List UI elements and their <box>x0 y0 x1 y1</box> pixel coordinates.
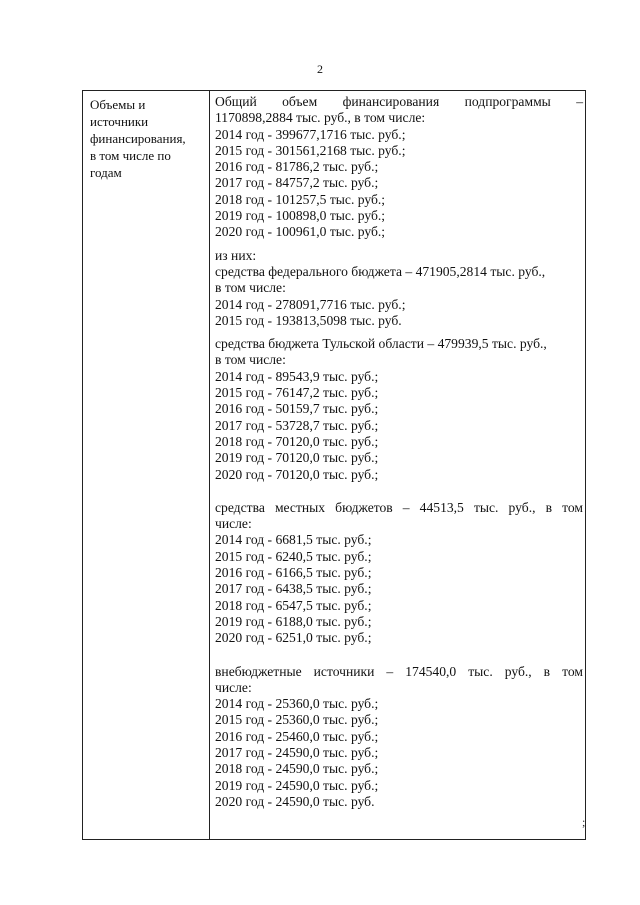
local-block <box>215 500 583 647</box>
right-cell <box>215 94 583 810</box>
left-cell-line: в том числе по <box>90 148 171 163</box>
year-line: 2016 год - 6166,5 тыс. руб.; <box>215 565 372 581</box>
regional-continuation: в том числе: <box>215 352 286 368</box>
federal-continuation: в том числе: <box>215 280 286 296</box>
total-continuation: 1170898,2884 тыс. руб., в том числе: <box>215 110 426 126</box>
regional-heading: средства бюджета Тульской области – 479939,5 тыс. руб., <box>215 336 547 352</box>
left-cell-line: Объемы и <box>90 97 146 112</box>
year-line: 2020 год - 24590,0 тыс. руб. <box>215 793 375 809</box>
federal-block <box>215 248 583 329</box>
year-line: 2020 год - 70120,0 тыс. руб.; <box>215 466 379 482</box>
financing-table <box>82 90 586 840</box>
year-line: 2015 год - 76147,2 тыс. руб.; <box>215 385 379 401</box>
left-cell-line: финансирования, <box>90 131 186 146</box>
year-line: 2020 год - 100961,0 тыс. руб.; <box>215 224 386 240</box>
year-line: 2016 год - 81786,2 тыс. руб.; <box>215 159 379 175</box>
year-line: 2019 год - 6188,0 тыс. руб.; <box>215 613 372 629</box>
column-divider <box>209 91 210 839</box>
total-heading: Общий объем финансирования подпрограммы – <box>215 94 583 109</box>
year-line: 2018 год - 6547,5 тыс. руб.; <box>215 597 372 613</box>
left-cell <box>90 96 205 181</box>
year-line: 2018 год - 24590,0 тыс. руб.; <box>215 761 379 777</box>
scan-mark: ; <box>582 815 586 829</box>
year-line: 2014 год - 399677,1716 тыс. руб.; <box>215 126 406 142</box>
year-line: 2015 год - 301561,2168 тыс. руб.; <box>215 142 406 158</box>
year-line: 2019 год - 100898,0 тыс. руб.; <box>215 208 386 224</box>
year-line: 2017 год - 24590,0 тыс. руб.; <box>215 744 379 760</box>
year-line: 2020 год - 6251,0 тыс. руб.; <box>215 630 372 646</box>
year-line: 2014 год - 25360,0 тыс. руб.; <box>215 696 379 712</box>
year-line: 2016 год - 25460,0 тыс. руб.; <box>215 728 379 744</box>
year-line: 2015 год - 193813,5098 тыс. руб. <box>215 312 402 328</box>
extra-continuation: числе: <box>215 679 252 695</box>
year-line: 2018 год - 101257,5 тыс. руб.; <box>215 191 386 207</box>
page-number: 2 <box>317 62 323 76</box>
extra-block <box>215 664 583 811</box>
year-line: 2019 год - 24590,0 тыс. руб.; <box>215 777 379 793</box>
year-line: 2017 год - 53728,7 тыс. руб.; <box>215 417 379 433</box>
year-line: 2019 год - 70120,0 тыс. руб.; <box>215 450 379 466</box>
year-line: 2014 год - 278091,7716 тыс. руб.; <box>215 296 406 312</box>
extra-heading: внебюджетные источники – 174540,0 тыс. руб., в том <box>215 663 583 679</box>
local-heading: средства местных бюджетов – 44513,5 тыс. руб., в том <box>215 499 583 515</box>
left-cell-line: источники <box>90 114 149 129</box>
year-line: 2014 год - 6681,5 тыс. руб.; <box>215 532 372 548</box>
year-line: 2014 год - 89543,9 тыс. руб.; <box>215 368 379 384</box>
left-cell-line: годам <box>90 165 122 180</box>
year-line: 2015 год - 25360,0 тыс. руб.; <box>215 712 379 728</box>
regional-block <box>215 336 583 483</box>
total-block <box>215 94 583 241</box>
local-continuation: числе: <box>215 516 252 532</box>
year-line: 2015 год - 6240,5 тыс. руб.; <box>215 548 372 564</box>
year-line: 2016 год - 50159,7 тыс. руб.; <box>215 401 379 417</box>
year-line: 2017 год - 84757,2 тыс. руб.; <box>215 175 379 191</box>
year-line: 2018 год - 70120,0 тыс. руб.; <box>215 433 379 449</box>
year-line: 2017 год - 6438,5 тыс. руб.; <box>215 581 372 597</box>
federal-intro: из них: <box>215 247 257 263</box>
federal-heading: средства федерального бюджета – 471905,2814 тыс. руб., <box>215 263 546 279</box>
